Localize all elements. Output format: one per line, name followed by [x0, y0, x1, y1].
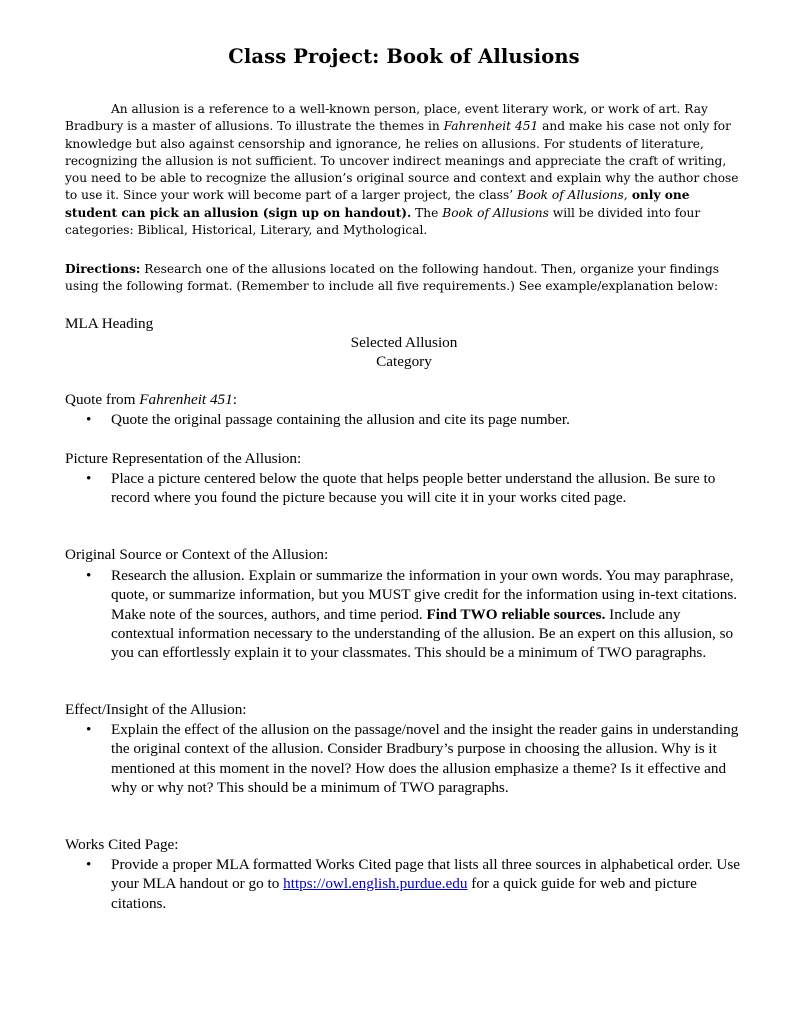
category-label: Category — [376, 353, 432, 370]
book-title: Fahrenheit 451 — [443, 119, 539, 134]
sources-requirement: Find TWO reliable sources. — [426, 605, 606, 623]
bullet-icon: • — [86, 721, 92, 738]
directions-label: Directions: — [65, 262, 141, 276]
directions-paragraph: Directions: Research one of the allusions located on the following handout. Then, organize your findings using the following format. (Remember to include all five requirements.) See example/explanation below: — [65, 262, 720, 294]
bullet-icon: • — [86, 567, 92, 584]
list-item: • Explain the effect of the allusion on the passage/novel and the insight the reader gains in understanding the original context of the allusion. Consider Bradbury’s purpose in choosing the allusion. Why is it mentioned at this moment in the novel? How does the allusion emphasize a theme? Is it effective and why or why not? This should be a minimum of TWO paragraphs. — [86, 721, 739, 796]
section-heading-source: Original Source or Context of the Allusion: — [65, 546, 329, 563]
list-item: • Place a picture centered below the quote that helps people better understand the allusion. Be sure to record where you found the picture because you will cite it in your works cited page. — [86, 470, 716, 507]
bullet-icon: • — [86, 411, 92, 428]
selected-allusion-label: Selected Allusion — [350, 334, 458, 351]
list-item: • Provide a proper MLA formatted Works Cited page that lists all three sources in alphabetical order. Use your MLA handout or go to https://owl.english.purdue.edu for a quick guide for web and picture citations. — [86, 856, 741, 912]
list-item: • Research the allusion. Explain or summarize the information in your own words. You may paraphrase, quote, or summarize information, but you MUST give credit for the information using in-text citations. Make note of the sources, authors, and time period. Find TWO reliable sources. Include any contextual information necessary to the understanding of the allusion. Be an expert on this allusion, so you can effortlessly explain it to your classmates. This should be a minimum of TWO paragraphs. — [86, 567, 738, 662]
section-heading-effect: Effect/Insight of the Allusion: — [65, 701, 247, 718]
section-heading-works-cited: Works Cited Page: — [65, 836, 179, 853]
list-item: • Quote the original passage containing the allusion and cite its page number. — [86, 411, 570, 428]
mla-heading: MLA Heading — [65, 315, 154, 332]
section-heading-quote: Quote from Fahrenheit 451: — [65, 391, 237, 408]
bullet-icon: • — [86, 856, 92, 873]
page-title: Class Project: Book of Allusions — [228, 45, 580, 68]
project-title: Book of Allusions — [442, 205, 549, 220]
purdue-owl-link[interactable]: https://owl.english.purdue.edu — [283, 875, 468, 893]
bullet-icon: • — [86, 470, 92, 487]
project-title: Book of Allusions, — [517, 188, 628, 203]
section-heading-picture: Picture Representation of the Allusion: — [65, 450, 302, 467]
intro-paragraph: An allusion is a reference to a well-known person, place, event literary work, or work of art. Ray Bradbury is a master of allusions. To illustrate the themes in Fahrenheit 451 and make his case not only for knowledge but also against censorship and ignorance, he relies on allusions. For students of literature, recognizing the allusion is not sufficient. To uncover indirect meanings and appreciate the craft of writing, you need to be able to recognize the allusion’s original source and context and explain why the author chose to use it. Since your work will become part of a larger project, the class’ Book of Allusions, only one student can pick an allusion (sign up on handout). The Book of Allusions will be divided into four categories: Biblical, Historical, Literary, and Mythological. — [65, 102, 739, 238]
sign-up-note: only one student can pick an allusion (sign up on handout). — [65, 188, 690, 220]
